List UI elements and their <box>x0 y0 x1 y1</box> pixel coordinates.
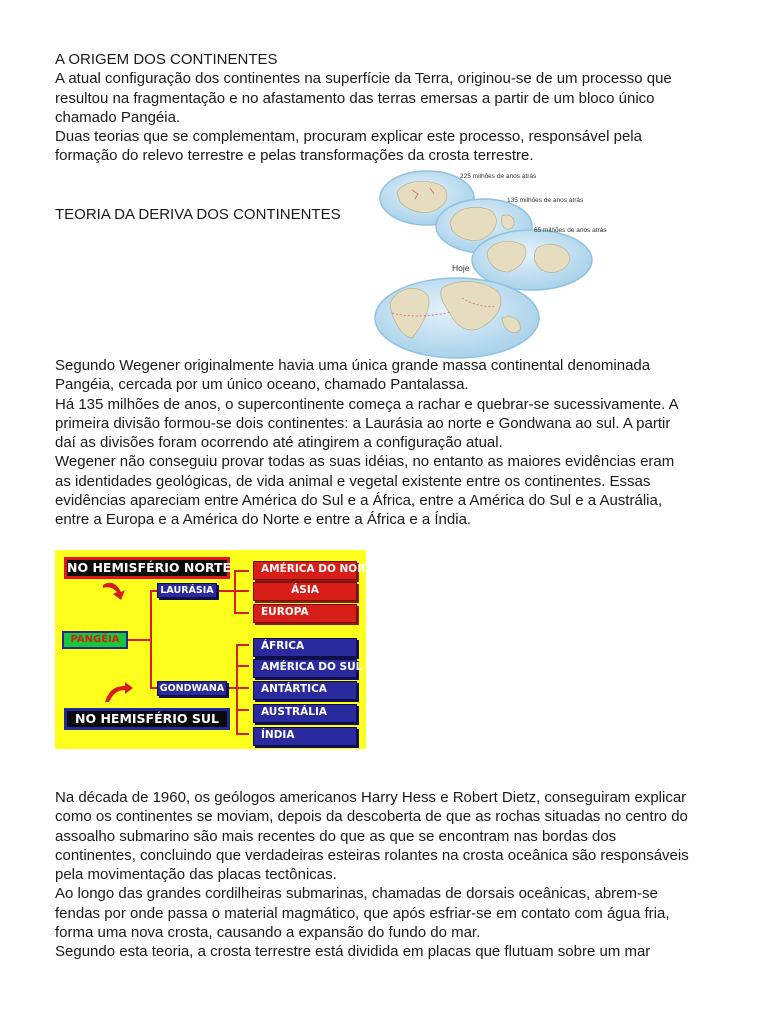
pangea-box: PANGÉIA <box>62 631 128 649</box>
north-item: ÁSIA <box>253 582 357 601</box>
section3-line: fendas por onde passa o material magmático, que após esfriar-se em contato com água fria, <box>55 904 670 922</box>
section1-title: A ORIGEM DOS CONTINENTES <box>55 51 278 68</box>
arrow-up-icon <box>105 682 133 702</box>
section2-line: Segundo Wegener originalmente havia uma única grande massa continental denominada <box>55 357 651 374</box>
section2-line: Pangéia, cercada por um único oceano, chamado Pantalassa. <box>55 376 469 394</box>
south-item: AMÉRICA DO SUL <box>253 659 357 678</box>
section3-line: Ao longo das grandes cordilheiras submarinas, chamadas de dorsais oceânicas, abrem-se <box>55 885 658 903</box>
section3-line: pela movimentação das placas tectônicas. <box>55 866 337 884</box>
globe-label: Hoje <box>452 263 470 273</box>
section3-line: Segundo esta teoria, a crosta terrestre está dividida em placas que flutuam sobre um mar <box>55 943 651 961</box>
section2-text <box>55 356 679 530</box>
section1-line: A atual configuração dos continentes na superfície da Terra, originou-se de um processo que <box>55 70 672 88</box>
south-hemisphere-header: NO HEMISFÉRIO SUL <box>64 708 230 730</box>
section2-line: evidências apareciam entre América do Sul e a África, entre a América do Sul e a Austrália, <box>55 492 662 510</box>
section3-line: forma uma nova crosta, causando a expansão do fundo do mar. <box>55 924 481 942</box>
section1-line: Duas teorias que se complementam, procuram explicar este processo, responsável pela <box>55 128 642 146</box>
north-item: AMÉRICA DO NORTE <box>253 561 357 580</box>
globes-illustration <box>372 168 662 358</box>
laurasia-box: LAURÁSIA <box>157 583 217 598</box>
section3-line: continentes, concluindo que verdadeiras esteiras rolantes na crosta oceânica são responsáveis <box>55 846 689 864</box>
south-item: ÍNDIA <box>253 727 357 746</box>
north-item: EUROPA <box>253 604 357 623</box>
section2-line: daí as divisões foram ocorrendo até atingirem a configuração atual. <box>55 434 503 452</box>
section2-line: Há 135 milhões de anos, o supercontinente começa a rachar e quebrar-se sucessivamente. A <box>55 395 679 413</box>
pangea-division-diagram <box>55 550 380 749</box>
section2-line: primeira divisão formou-se dois continentes: a Laurásia ao norte e Gondwana ao sul. A partir <box>55 414 671 432</box>
gondwana-box: GONDWANA <box>157 681 227 696</box>
arrow-down-icon <box>103 583 125 600</box>
continental-drift-figure <box>372 168 662 358</box>
section3-line: assoalho submarino são mais recentes do que as que se encontram nas bordas dos <box>55 827 617 845</box>
section1-line: chamado Pangéia. <box>55 108 181 126</box>
globe-label: 65 milhões de anos atrás <box>534 227 607 234</box>
section2-line: entre a Europa e a América do Norte e entre a África e a Índia. <box>55 511 472 529</box>
north-hemisphere-header: NO HEMISFÉRIO NORTE <box>64 557 230 579</box>
section1-line: formação do relevo terrestre e pelas transformações da crosta terrestre. <box>55 147 534 165</box>
globe-label: 225 milhões de anos atrás <box>460 173 537 180</box>
section2-title: TEORIA DA DERIVA DOS CONTINENTES <box>55 206 341 223</box>
section1-text <box>55 50 672 166</box>
section1-line: resultou na fragmentação e no afastamento das terras emersas a partir de um bloco único <box>55 89 655 107</box>
section2-line: Wegener não conseguiu provar todas as suas idéias, no entanto as maiores evidências eram <box>55 453 675 471</box>
south-item: ÁFRICA <box>253 638 357 657</box>
south-item: ANTÁRTICA <box>253 681 357 700</box>
globe-label: 135 milhões de anos atrás <box>507 197 584 204</box>
south-item: AUSTRÁLIA <box>253 704 357 723</box>
section2-line: as identidades geológicas, de vida animal e vegetal existente entre os continentes. Essas <box>55 472 651 490</box>
section3-text <box>55 788 689 962</box>
globe-today-icon <box>375 278 539 358</box>
section3-line: Na década de 1960, os geólogos americanos Harry Hess e Robert Dietz, conseguiram explicar <box>55 789 687 806</box>
section3-line: como os continentes se moviam, depois da descoberta de que as rochas situadas no centro do <box>55 808 688 826</box>
